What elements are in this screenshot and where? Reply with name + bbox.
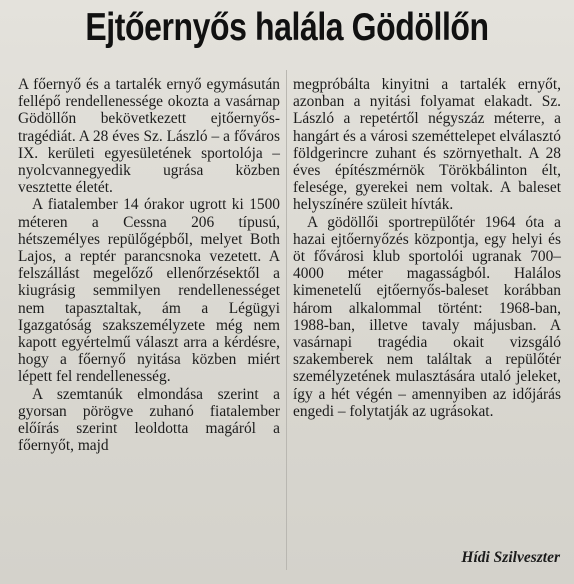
article-paragraph: A gödöllői sportrepülőtér 1964 óta a hazai ejtőernyőzés központja, egy helyi és öt fővárosi klub sportolói ugranak 700–4000 méter magasságból. Halálos kimenetelű ejtőernyős-baleset korábban három alkalommal történt: 1968-ban, 1988-ban, illetve tavaly májusban. A vasárnapi tragédia okait vizsgáló szakemberek nem találtak a repülőtér személyzetének mulasztására utaló jeleket, így a hét végén – amennyiben az időjárás engedi – folytatják az ugrásokat. bbox=[293, 213, 561, 420]
article-paragraph: A szemtanúk elmondása szerint a gyorsan pörögve zuhanó fiatalember előírás szerint leoldotta magáról a főernyőt, majd bbox=[18, 385, 280, 455]
article-headline: Ejtőernyős halála Gödöllőn bbox=[85, 6, 489, 49]
article-paragraph: A főernyő és a tartalék ernyő egymásután fellépő rendellenessége okozta a vasárnap Gödöllőn bekövetkezett ejtőernyős-tragédiát. A 28 éves Sz. László – a főváros IX. kerületi egyesületének sportolója – nyolcvannegyedik ugrása közben vesztette életét. bbox=[18, 76, 280, 197]
article-column-right bbox=[293, 76, 561, 420]
article-column-left bbox=[18, 76, 280, 454]
article-paragraph: A fiatalember 14 órakor ugrott ki 1500 méteren a Cessna 206 típusú, hétszemélyes repülőgépből, melyet Both Lajos, a reptér parancsnoka vezetett. A felszállást megelőző ellenőrzésektől a kiugrásig semmilyen rendellenességet nem tapasztaltak, ám a Légügyi Igazgatóság szakszemélyzete még nem kapott egyértelmű választ arra a kérdésre, hogy a főernyő nyitása közben miért lépett fel rendellenesség. bbox=[18, 196, 280, 386]
article-paragraph: megpróbálta kinyitni a tartalék ernyőt, azonban a nyitási folyamat elakadt. Sz. László a repetértől négyszáz méterre, a hangárt és a városi szeméttelepet elválasztó földgerincre zuhant és szörnyethalt. A 28 éves építészmérnök Törökbálinton élt, felesége, gyerekei nem voltak. A baleset helyszínére szüleit hívták. bbox=[293, 76, 561, 214]
article-byline: Hídi Szilveszter bbox=[461, 549, 560, 566]
column-divider bbox=[286, 70, 287, 570]
